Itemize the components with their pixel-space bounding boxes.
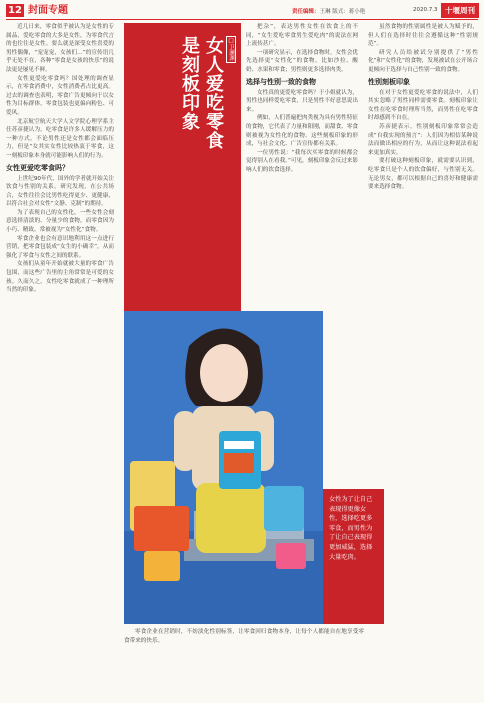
col1-paragraph: 北京航空航天大学人文学院心理学系主任苏彦捷认为，吃零食是许多人缓解压力的一种方式。不论男性还是女性都会面临压力，但是“女其实女性比较热衷于零食，这一刻板印象本身就可能影响人们的行为。 [6, 118, 114, 159]
col3-subheading: 选择与性别一致的食物 [246, 77, 316, 86]
col1-paragraph: 近几日来，零食似乎被认为是女性的专属品，爱吃零食的大多是女性，为零食代言的也往往是女性。要么就是深受女性喜爱的男性偶像，“宠宠宠，女孩们…”的宣传语几乎无处不在，各种“零食是女孩的快乐”的说法更是屡见不鲜。 [6, 24, 114, 73]
pull-quote: 女性为了让自己表现得更像女性，选择吃更多零食，而男性为了让自己表现得更加威猛，选择大量吃肉。 [323, 489, 384, 624]
col1-paragraph: 为了表现自己的女性化，一些女性会刻意选择清淡的、分量少的食物，而零食因为小巧、精致，常被视为“女性化”食物。 [6, 209, 114, 234]
article-column-2-bottom [124, 628, 364, 698]
article-column-1 [6, 23, 114, 698]
col4-paragraph: 虽然食物的性别属性是被人为赋予的，但人们在选择时往往会遵循这种“性别规范”。 [368, 24, 478, 48]
col4-paragraph: 研究人员给被试分别提供了“男性化”和“女性化”的食物，发现被试在公开场合更倾向于选择与自己性别一致的食物。 [368, 49, 478, 73]
editor-credits [292, 7, 365, 15]
article-column-3 [246, 23, 358, 698]
col4-subheading: 性别刻板印象 [368, 77, 410, 86]
col3-paragraph: 例如，人们普遍把肉类视为具有男性特征的食物，它代表了力量和阳刚，而甜食、零食则被视为女性化的食物。这些刻板印象的形成，与社会文化、广告宣传都有关系。 [246, 115, 358, 148]
col1-paragraph: 上世纪90年代，国外的学者就开始关注饮食与性别的关系。研究发现，在公共场合，女性往往会比男性吃得更少、更健康，以符合社会对女性“文静、克制”的期待。 [6, 175, 114, 208]
col3-paragraph: 一项研究显示，在选择食物时，女性会优先选择更“女性化”的食物，比如沙拉、酸奶、水果和零食；男性则更多选择肉类。 [246, 49, 358, 73]
author-byline: □卫澜渊 [228, 38, 234, 61]
credits-label: 责任编辑： [292, 9, 320, 15]
headline-line-2: 是刻板印象 [179, 36, 200, 131]
article-column-4 [368, 23, 478, 698]
col1-paragraph: 零食企业也会有意识地利用这一点进行营销，把零食包装成“女生的小确幸”，从而强化了零食与女性之间的联系。 [6, 235, 114, 259]
section-title: 封面专题 [28, 5, 68, 16]
credits-names: 王琳 版式：蒋小艳 [319, 9, 366, 15]
col1-paragraph: 女孩们从童年开始就被大量的零食广告包围，而这些广告里的主角常常是可爱的女孩。久而久之，女性吃零食就成了一种理所当然的印象。 [6, 261, 114, 294]
col2-paragraph: 零食企业在营销时，不妨淡化性别标签，让零食回归食物本身，让每个人都能自在地享受零食带来的快乐。 [124, 629, 364, 644]
col3-paragraph: 一位男性说：“我每次买零食的时候都会觉得别人在看我。”可见，刻板印象会反过来影响人们的饮食选择。 [246, 149, 358, 173]
header-divider [6, 19, 478, 20]
col3-paragraph: 把杂”，表达男性女性在饮食上的不同，“女生爱吃零食男生爱吃肉”的说法在网上流传甚广。 [246, 24, 358, 48]
col1-subheading: 女性更爱吃零食吗？ [6, 163, 69, 172]
page-header [0, 0, 484, 20]
newspaper-logo: 十堰周刊 [441, 3, 479, 18]
col4-paragraph: 苏彦捷表示，性别刻板印象常常会造成“自我实现的预言”：人们因为相信某种说法而做出相应的行为，从而让这种说法看起来更加真实。 [368, 123, 478, 156]
col1-paragraph: 女性更爱吃零食吗？国处理的调查显示，在零食消费中，女性消费者占比更高。过去的调查也表明，零食广告更倾向于以女性为目标群体，零食包装也更偏向粉色、可爱风。 [6, 75, 114, 116]
page-number: 12 [6, 4, 24, 17]
col4-paragraph: 要打破这种刻板印象，就需要认识到，吃零食只是个人的饮食偏好，与性别无关。无论男女，都可以根据自己的喜好和健康需要来选择食物。 [368, 158, 478, 191]
col4-paragraph: 在对于女性更爱吃零食的说法中，人们其实忽略了男性同样需要零食。刻板印象让女性在吃零食时理所当然，而男性在吃零食时却感到不自在。 [368, 89, 478, 122]
headline-line-1: 女人爱吃零食 [203, 36, 224, 150]
col3-paragraph: 女性真的更爱吃零食吗？于小姐就认为，男性也同样爱吃零食，只是男性不好意思说出来。 [246, 89, 358, 113]
issue-date: 2020.7.3 [413, 7, 438, 13]
